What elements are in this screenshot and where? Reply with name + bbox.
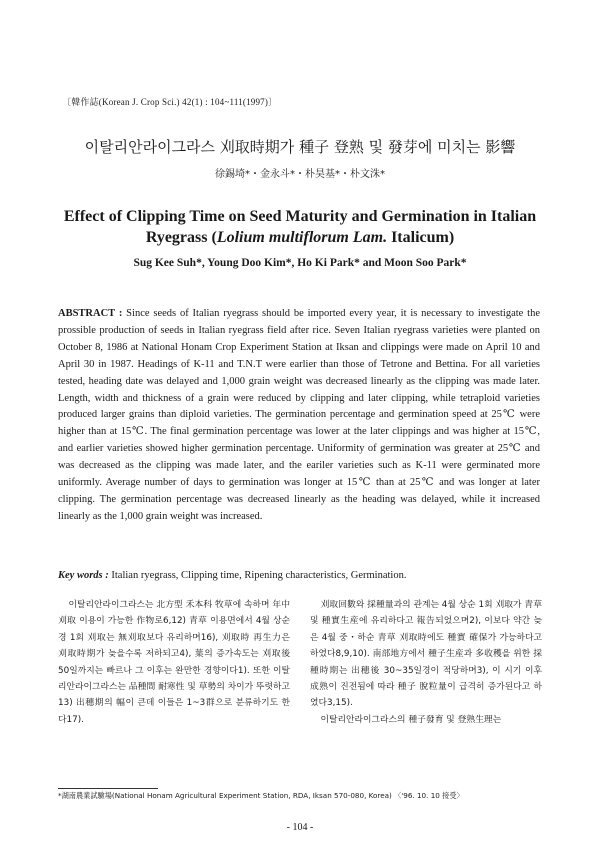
abstract-text: Since seeds of Italian ryegrass should be imported every year, it is necessary to investigate the prossible production of seeds in Italian ryegrass field after rice. Seven Italian ryegrass varieties were planted on October 8, 1986 at National Honam Crop Experiment Station at Iksan and clippings were made on April 10 and April 30 in 1987. Headings of K-11 and T.N.T were earlier than those of Tetrone and Bettina. For all varieties tested, heading date was delayed and 1,000 grain weight was decreased linearly as the clipping was made later. Length, width and thickness of a grain were reduced by clipping and later clipping, while tetraploid varieties produced larger grains than diploid varieties. The germination percentage and germination speed at 25℃ were higher than at 15℃. The final germination percentage was lower at the later clippings and was higher at 15℃, and earlier varieties showed higher germination percentage. Uniformity of germination was greater at 25℃ and was decreased as the clipping was made later, and the eariler varieties such as K-11 were germinated more uniformly. Average number of days to germination was longer at 15℃ than at 25℃ and was longer at later clipping. The germination percentage was decreased linearly as the heading was delayed, while it increased linearly as the 1,000 grain weight was increased. (58, 308, 540, 522)
page-number: - 104 - (286, 822, 314, 833)
english-title-main: Effect of Clipping Time on Seed Maturity and Germination in Italian Ryegrass ( (63, 208, 537, 246)
keywords-label: Key words : (58, 570, 109, 581)
english-title-end: Italicum) (387, 229, 455, 246)
body-column-left (58, 597, 290, 728)
english-authors: Sug Kee Suh*, Young Doo Kim*, Ho Ki Park* and Moon Soo Park* (133, 257, 467, 269)
english-title (40, 206, 560, 248)
keywords-text: Italian ryegrass, Clipping time, Ripening characteristics, Germination. (108, 570, 407, 581)
korean-authors: 徐錫埼*・金永斗*・朴昊基*・朴文洙* (215, 169, 385, 180)
footnote: *湖南農業試驗場(National Honam Agricultural Experiment Station, RDA, Iksan 570-080, Korea) 〈'96. 10. 10 接受〉 (58, 791, 464, 800)
journal-reference: 〔韓作誌(Korean J. Crop Sci.) 42(1) : 104~111(1997)〕 (62, 97, 278, 107)
keywords (58, 570, 540, 581)
korean-title: 이탈리안라이그라스 刈取時期가 種子 登熟 및 發芽에 미치는 影響 (84, 138, 516, 156)
abstract-label: ABSTRACT : (58, 308, 123, 319)
body-paragraph: 이탈리안라이그라스는 北方型 禾本科 牧草에 속하며 年中 刈取 이용이 가능한 作物로6,12) 青草 이용면에서 4월 상순경 1회 刈取는 無刈取보다 유리하며16), 刈取時 再生力은 刈取時期가 늦을수록 저하되고4), 葉의 증가속도는 刈取後 50일까지는 빠르나 그 이후는 완만한 경향이다1). 또한 이탈리안라이그라스는 品種間 耐寒性 및 草勢의 차이가 뚜렷하고13) 出穗期의 幅이 큰데 이들은 1~3群으로 분류하기도 한다17). (58, 600, 290, 725)
footnote-divider (58, 788, 158, 789)
english-title-scientific-name: Lolium multiflorum Lam. (216, 229, 388, 246)
abstract (58, 306, 540, 526)
body-column-right (310, 597, 542, 728)
body-paragraph: 刈取回數와 採種量과의 관계는 4월 상순 1회 刈取가 青草 및 種實生産에 유리하다고 報告되었으며2), 이보다 약간 늦은 4월 중・하순 青草 刈取時에도 種實 確保가 가능하다고 하였다8,9,10). 南部地方에서 種子生産과 多收穫을 위한 採種時期는 出穗後 30~35일경이 적당하며3), 이 시기 이후 成熟이 진전됨에 따라 種子 脫粒量이 급격히 증가된다고 하였다3,15). (310, 600, 542, 709)
body-paragraph: 이탈리안라이그라스의 種子發育 및 登熟生理는 (320, 714, 502, 725)
